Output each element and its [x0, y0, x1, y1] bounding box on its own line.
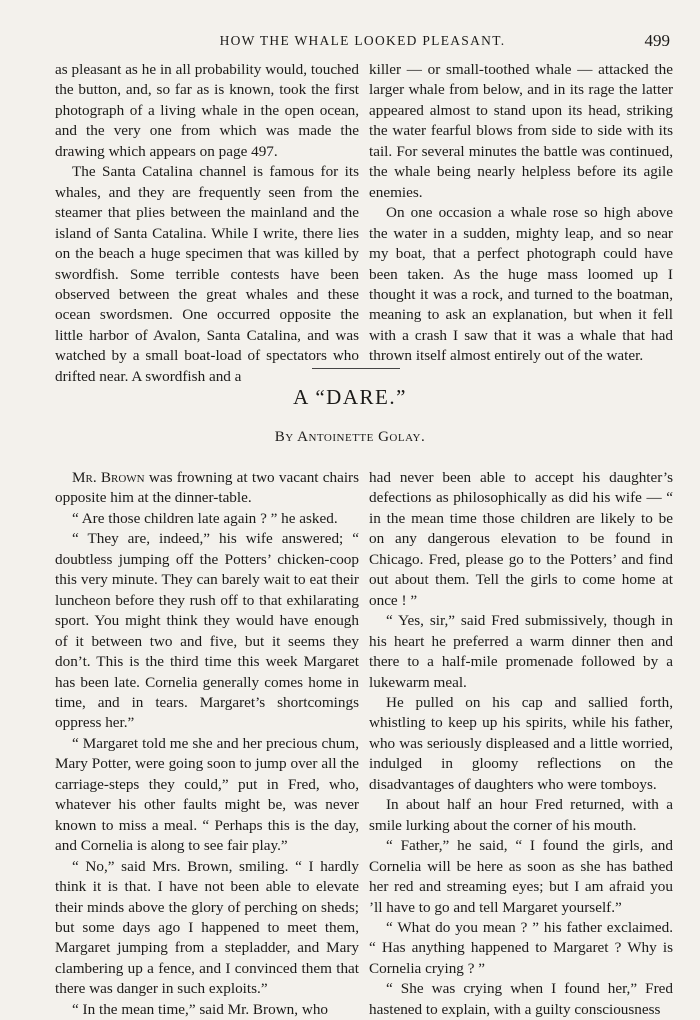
- paragraph: “ In the mean time,” said Mr. Brown, who: [72, 1000, 329, 1018]
- paragraph: He pulled on his cap and sallied forth, whistling to keep up his spirits, while his father, who was seriously displeased and a little worried, indulged in gloomy reflections on the disadvantages of daughters who were tomboys.: [369, 693, 673, 793]
- story-column-right: [369, 468, 673, 1020]
- paragraph: [55, 468, 359, 509]
- paragraph: “ Father,” he said, “ I found the girls, and Cornelia will be here as soon as she has bathed her red and streaming eyes; but I am afraid you ’ll have to go and tell Margaret yourself.”: [369, 837, 673, 916]
- page-number: 499: [644, 31, 670, 50]
- running-head: HOW THE WHALE LOOKED PLEASANT.: [219, 33, 506, 48]
- paragraph: had never been able to accept his daughter’s defections as philosophically as did his wife — “ in the mean time those children are likely to be on any dangerous elevation to be found in Chicago. Fred, please go to the Potters’ and find out about them. Tell the girls to come home at once ! ”: [369, 469, 673, 609]
- paragraph: “ What do you mean ? ” his father exclaimed. “ Has anything happened to Margaret ? Why is Cornelia crying ? ”: [369, 918, 673, 977]
- story-byline: By Antoinette Golay.: [274, 429, 426, 445]
- paragraph: “ She was crying when I found her,” Fred hastened to explain, with a guilty consciousness: [369, 980, 673, 1018]
- paragraph: “ Margaret told me she and her precious chum, Mary Potter, were going soon to jump over all the carriage-steps they could,” put in Fred, who, whatever his other faults might be, was never known to miss a meal. “ Perhaps this is the day, and Cornelia is along to see fair play.”: [55, 734, 359, 855]
- article-column-left: [55, 60, 359, 387]
- paragraph: “ They are, indeed,” his wife answered; “ doubtless jumping off the Potters’ chicken-coop this very minute. They can barely wait to eat their luncheon before they rush off to that exhilarating sport. You might think they would have enough of it between two and five, but it seems they don’t. This is the third time this week Margaret has been late. Cornelia generally comes home in time, and in tears. Margaret’s shortcomings oppress her.”: [55, 530, 359, 732]
- opening-name: Mr. Brown: [72, 469, 145, 486]
- paragraph: killer — or small-toothed whale — attacked the larger whale from below, and in its rage the latter appeared almost to stand upon its head, striking the water fearful blows from side to side with its tail. For several minutes the battle was continued, the whale being nearly helpless before its agile enemies.: [369, 61, 673, 201]
- story-title: A “DARE.”: [293, 385, 407, 409]
- article-column-right: [369, 60, 673, 367]
- paragraph: “ Are those children late again ? ” he asked.: [72, 509, 338, 527]
- paragraph: In about half an hour Fred returned, with a smile lurking about the corner of his mouth.: [369, 796, 673, 834]
- paragraph: “ Yes, sir,” said Fred submissively, though in his heart he preferred a warm dinner then and there to a half-mile promenade followed by a lukewarm meal.: [369, 612, 673, 691]
- section-divider: [312, 368, 400, 369]
- paragraph: The Santa Catalina channel is famous for its whales, and they are frequently seen from the steamer that plies between the mainland and the island of Santa Catalina. While I write, there lies on the beach a huge specimen that was killed by swordfish. Some terrible contests have been observed between the great whales and these ocean swordsmen. One occurred opposite the little harbor of Avalon, Santa Catalina, and was watched by a small boat-load of spectators who drifted near. A swordfish and a: [55, 163, 359, 385]
- paragraph: as pleasant as he in all probability would, touched the button, and, so far as is known, took the first photograph of a living whale in the open ocean, and the very one from which was made the drawing which appears on page 497.: [55, 61, 359, 160]
- paragraph: On one occasion a whale rose so high above the water in a sudden, mighty leap, and so near my boat, that a perfect photograph could have been taken. As the huge mass loomed up I thought it was a rock, and turned to the boatman, meaning to ask an explanation, but when it fell with a crash I saw that it was a whale that had thrown itself almost entirely out of the water.: [369, 204, 673, 365]
- paragraph-text: was frowning at two vacant chairs opposite him at the dinner-table.: [55, 469, 360, 507]
- paragraph: “ No,” said Mrs. Brown, smiling. “ I hardly think it is that. I have not been able to elevate their minds above the glory of perching on sheds; but some days ago I happened to meet them, Margaret jumping from a stepladder, and Mary clambering up a fence, and I convinced them that there was danger in such exploits.”: [55, 857, 359, 998]
- story-column-left: [55, 468, 359, 1020]
